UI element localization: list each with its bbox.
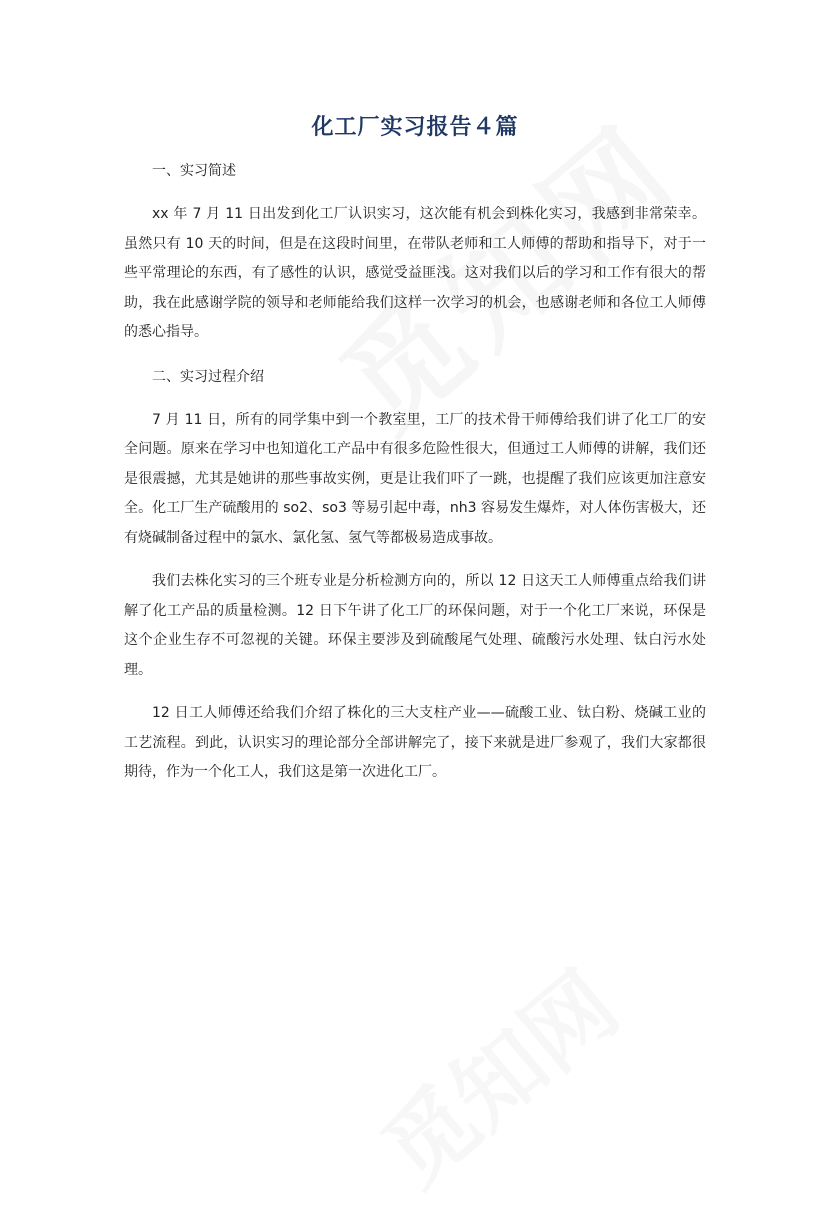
paragraph-summary: xx 年 7 月 11 日出发到化工厂认识实习，这次能有机会到株化实习，我感到非常荣幸。虽然只有 10 天的时间，但是在这段时间里，在带队老师和工人师傅的帮助和指导下，对于一些平常理论的东西，有了感性的认识，感觉受益匪浅。这对我们以后的学习和工作有很大的帮助，我在此感谢学院的领导和老师能给我们这样一次学习的机会，也感谢老师和各位工人师傅的悉心指导。 [124, 206, 706, 340]
paragraph-quality-environment: 我们去株化实习的三个班专业是分析检测方向的，所以 12 日这天工人师傅重点给我们讲解了化工产品的质量检测。12 日下午讲了化工厂的环保问题，对于一个化工厂来说，环保是这个企业生存不可忽视的关键。环保主要涉及到硫酸尾气处理、硫酸污水处理、钛白污水处理。 [124, 573, 706, 678]
section-heading-process: 二、实习过程介绍 [152, 368, 264, 385]
document-body [124, 156, 706, 802]
paragraph-safety: 7 月 11 日，所有的同学集中到一个教室里，工厂的技术骨干师傅给我们讲了化工厂的安全问题。原来在学习中也知道化工产品中有很多危险性很大，但通过工人师傅的讲解，我们还是很震撼，尤其是她讲的那些事故实例，更是让我们吓了一跳，也提醒了我们应该更加注意安全。化工厂生产硫酸用的 so2、so3 等易引起中毒，nh3 容易发生爆炸，对人体伤害极大，还有烧碱制备过程中的氯水、氯化氢、氢气等都极易造成事故。 [124, 411, 706, 546]
paragraph-industries: 12 日工人师傅还给我们介绍了株化的三大支柱产业——硫酸工业、钛白粉、烧碱工业的工艺流程。到此，认识实习的理论部分全部讲解完了，接下来就是进厂参观了，我们大家都很期待，作为一个化工人，我们这是第一次进化工厂。 [124, 705, 706, 780]
page-title: 化工厂实习报告４篇 [311, 115, 519, 140]
section-heading-summary: 一、实习简述 [152, 163, 236, 179]
watermark-graphic-lower [350, 936, 640, 1209]
